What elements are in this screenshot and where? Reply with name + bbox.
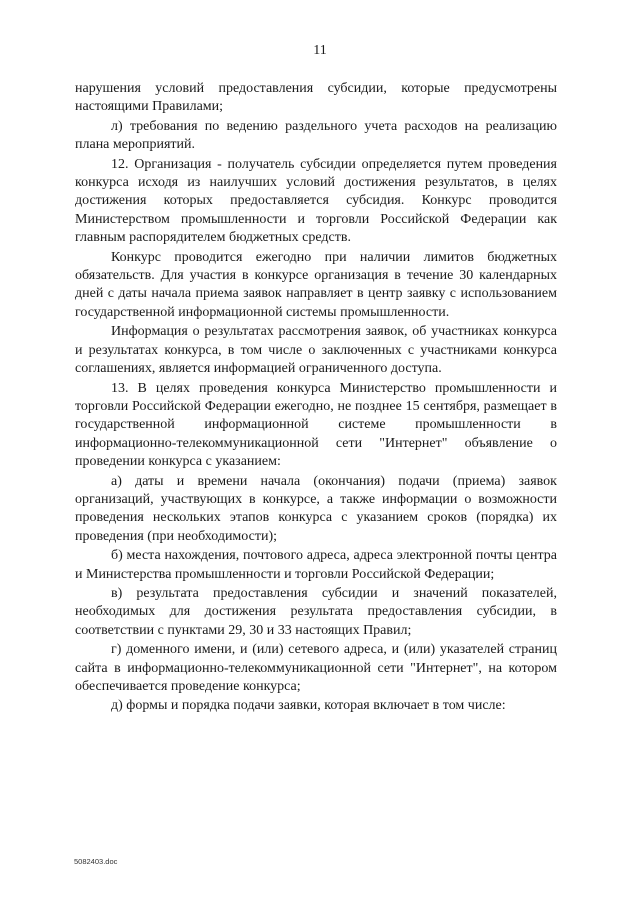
paragraph-item-g: г) доменного имени, и (или) сетевого адреса, и (или) указателей страниц сайта в информационно-телекоммуникационной сети "Интернет", на котором обеспечивается проведение конкурса; xyxy=(75,642,557,694)
document-body xyxy=(75,80,557,717)
paragraph-item-a: а) даты и времени начала (окончания) подачи (приема) заявок организаций, участвующих в конкурсе, а также информации о возможности проведения нескольких этапов конкурса с указанием сроков (порядка) их проведения (при необходимости); xyxy=(75,473,557,544)
paragraph-12: 12. Организация - получатель субсидии определяется путем проведения конкурса исходя из наилучших условий достижения результатов, в целях достижения которых предоставляется субсидия. Конкурс проводится Министерством промышленности и торговли Российской Федерации как главным распорядителем бюджетных средств. xyxy=(75,156,557,246)
document-footer: 5082403.doc xyxy=(74,857,118,866)
paragraph-contest-annual: Конкурс проводится ежегодно при наличии лимитов бюджетных обязательств. Для участия в конкурсе организация в течение 30 календарных дней с даты начала приема заявок направляет в центр заявку с использованием государственной информационной системы промышленности. xyxy=(75,249,557,320)
paragraph-results-info: Информация о результатах рассмотрения заявок, об участниках конкурса и результатах конкурса, в том числе о заключенных с участниками конкурса соглашениях, является информацией ограниченного доступа. xyxy=(75,324,557,377)
paragraph-item-b: б) места нахождения, почтового адреса, адреса электронной почты центра и Министерства промышленности и торговли Российской Федерации; xyxy=(75,548,557,582)
paragraph-continuation: нарушения условий предоставления субсидии, которые предусмотрены настоящими Правилами; xyxy=(75,81,557,115)
paragraph-item-v: в) результата предоставления субсидии и значений показателей, необходимых для достижения результата предоставления субсидии, в соответствии с пунктами 29, 30 и 33 настоящих Правил; xyxy=(75,585,557,638)
paragraph-13: 13. В целях проведения конкурса Министерство промышленности и торговли Российской Федерации ежегодно, не позднее 15 сентября, размещает в государственной информационной системе промышленности в информационно-телекоммуникационной сети "Интернет" объявление о проведении конкурса с указанием: xyxy=(75,380,557,470)
page-number: 11 xyxy=(313,43,327,58)
paragraph-item-d: д) формы и порядка подачи заявки, которая включает в том числе: xyxy=(111,698,506,714)
paragraph-item-l: л) требования по ведению раздельного учета расходов на реализацию плана мероприятий. xyxy=(75,118,557,153)
